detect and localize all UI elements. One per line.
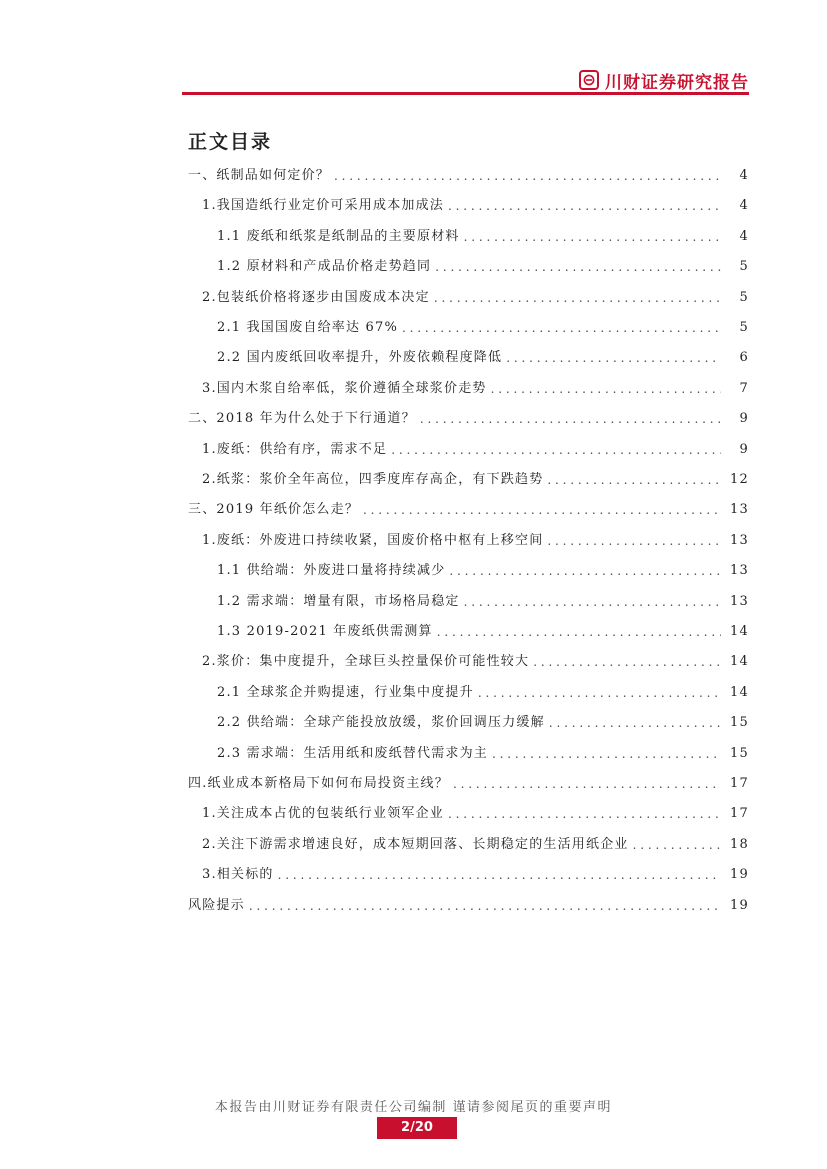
brand-logo-icon — [579, 70, 599, 90]
toc-dot-leader — [334, 167, 721, 185]
toc-entry-label: 2.3 需求端：生活用纸和废纸替代需求为主 — [217, 745, 489, 761]
toc-entry[interactable] — [217, 558, 749, 580]
toc-entry[interactable] — [188, 406, 749, 428]
toc-entry[interactable] — [202, 376, 749, 398]
toc-entry[interactable] — [217, 619, 749, 641]
brand-name: 川财证券研究报告 — [605, 72, 749, 93]
toc-entry[interactable] — [217, 345, 749, 367]
toc-entry-page: 7 — [739, 380, 749, 396]
toc-entry-label: 一、纸制品如何定价？ — [188, 168, 331, 183]
toc-entry-page: 4 — [739, 198, 749, 214]
toc-entry-label: 2.包装纸价格将逐步由国废成本决定 — [202, 289, 430, 305]
toc-entry[interactable] — [217, 315, 749, 337]
toc-entry-label: 2.纸浆：浆价全年高位，四季度库存高企，有下跌趋势 — [202, 472, 544, 487]
toc-entry-label: 2.浆价：集中度提升，全球巨头控量保价可能性较大 — [202, 654, 530, 670]
header-divider — [182, 92, 749, 95]
toc-entry-label: 3.相关标的 — [202, 867, 274, 883]
toc-dot-leader — [453, 775, 721, 793]
toc-dot-leader — [478, 684, 721, 702]
toc-entry[interactable] — [217, 741, 749, 763]
toc-entry[interactable] — [202, 862, 749, 884]
toc-entry-page: 9 — [739, 411, 749, 427]
toc-entry-page: 17 — [730, 776, 749, 791]
toc-dot-leader — [278, 866, 721, 884]
toc-entry-page: 5 — [739, 289, 749, 305]
toc-entry[interactable] — [188, 771, 749, 793]
toc-entry-label: 1.3 2019-2021 年废纸供需测算 — [217, 624, 433, 639]
toc-entry-page: 13 — [730, 502, 749, 518]
toc-entry-label: 风险提示 — [188, 897, 245, 913]
toc-dot-leader — [434, 289, 721, 307]
toc-entry-page: 18 — [730, 836, 749, 852]
toc-dot-leader — [420, 410, 721, 428]
toc-entry-label: 1.关注成本占优的包装纸行业领军企业 — [202, 806, 445, 822]
toc-entry[interactable] — [202, 832, 749, 854]
toc-entry[interactable] — [202, 649, 749, 671]
toc-entry-label: 1.1 供给端：外废进口量将持续减少 — [217, 563, 446, 579]
toc-entry[interactable] — [188, 893, 749, 915]
toc-entry[interactable] — [202, 437, 749, 459]
toc-dot-leader — [547, 532, 721, 550]
toc-entry-page: 5 — [739, 259, 749, 275]
page-number-badge: 2/20 — [377, 1117, 457, 1139]
toc-entry-page: 15 — [730, 715, 749, 731]
toc-entry-page: 9 — [739, 441, 749, 457]
toc-entry-label: 1.2 需求端：增量有限，市场格局稳定 — [217, 593, 460, 609]
toc-dot-leader — [464, 593, 721, 611]
toc-entry-label: 1.废纸：外废进口持续收紧，国废价格中枢有上移空间 — [202, 532, 544, 548]
toc-entry[interactable] — [188, 163, 749, 185]
toc-entry-page: 19 — [730, 867, 749, 883]
toc-entry-label: 1.2 原材料和产成品价格走势趋同 — [217, 259, 432, 275]
toc-dot-leader — [492, 745, 721, 763]
toc-entry-page: 6 — [739, 350, 749, 366]
toc-entry[interactable] — [202, 285, 749, 307]
toc-entry-page: 15 — [730, 745, 749, 761]
toc-dot-leader — [549, 714, 721, 732]
toc-entry-label: 2.2 供给端：全球产能投放放缓，浆价回调压力缓解 — [217, 715, 545, 731]
toc-entry-page: 5 — [739, 320, 749, 335]
toc-entry-label: 1.废纸：供给有序，需求不足 — [202, 441, 388, 457]
toc-dot-leader — [391, 441, 721, 459]
toc-entry-label: 2.2 国内废纸回收率提升，外废依赖程度降低 — [217, 350, 503, 366]
toc-entry[interactable] — [217, 710, 749, 732]
toc-entry[interactable] — [217, 224, 749, 246]
toc-dot-leader — [448, 805, 721, 823]
toc-entry-page: 17 — [730, 806, 749, 822]
toc-entry[interactable] — [202, 467, 749, 489]
toc-title: 正文目录 — [188, 131, 273, 153]
toc-dot-leader — [491, 380, 721, 398]
footer-disclaimer: 本报告由川财证券有限责任公司编制 谨请参阅尾页的重要声明 — [214, 1100, 613, 1115]
toc-entry-label: 2.1 我国国废自给率达 67% — [217, 320, 399, 335]
toc-entry-page: 14 — [730, 654, 749, 670]
toc-dot-leader — [633, 836, 721, 854]
toc-entry[interactable] — [188, 497, 749, 519]
toc-entry-label: 三、2019 年纸价怎么走？ — [188, 502, 360, 518]
toc-entry[interactable] — [217, 589, 749, 611]
toc-dot-leader — [435, 258, 721, 276]
toc-entry-page: 4 — [739, 228, 749, 244]
toc-dot-leader — [449, 562, 721, 580]
toc-entry-label: 四.纸业成本新格局下如何布局投资主线？ — [188, 776, 449, 791]
toc-entry[interactable] — [202, 528, 749, 550]
toc-entry-page: 14 — [730, 624, 749, 639]
toc-entry-label: 1.我国造纸行业定价可采用成本加成法 — [202, 198, 445, 214]
toc-entry-page: 4 — [739, 168, 749, 183]
toc-entry-page: 19 — [730, 897, 749, 913]
toc-dot-leader — [464, 228, 721, 246]
toc-dot-leader — [533, 653, 721, 671]
toc-dot-leader — [249, 897, 721, 915]
toc-entry[interactable] — [217, 254, 749, 276]
toc-entry-page: 13 — [730, 532, 749, 548]
toc-dot-leader — [547, 471, 721, 489]
toc-entry-page: 13 — [730, 593, 749, 609]
toc-entry-page: 14 — [730, 684, 749, 700]
toc-entry-label: 1.1 废纸和纸浆是纸制品的主要原材料 — [217, 228, 460, 244]
toc-entry[interactable] — [217, 680, 749, 702]
toc-entry-page: 13 — [730, 563, 749, 579]
toc-entry[interactable] — [202, 193, 749, 215]
toc-dot-leader — [448, 197, 721, 215]
toc-entry[interactable] — [202, 801, 749, 823]
toc-entry-label: 2.关注下游需求增速良好，成本短期回落、长期稳定的生活用纸企业 — [202, 836, 629, 852]
toc-dot-leader — [506, 349, 721, 367]
toc-dot-leader — [363, 501, 721, 519]
header-brand — [579, 68, 749, 92]
toc-dot-leader — [402, 319, 721, 337]
toc-entry-label: 二、2018 年为什么处于下行通道？ — [188, 411, 416, 427]
toc-entry-label: 2.1 全球浆企并购提速，行业集中度提升 — [217, 684, 474, 700]
toc-dot-leader — [437, 623, 721, 641]
toc-entry-label: 3.国内木浆自给率低，浆价遵循全球浆价走势 — [202, 380, 487, 396]
toc-entry-page: 12 — [730, 472, 749, 487]
